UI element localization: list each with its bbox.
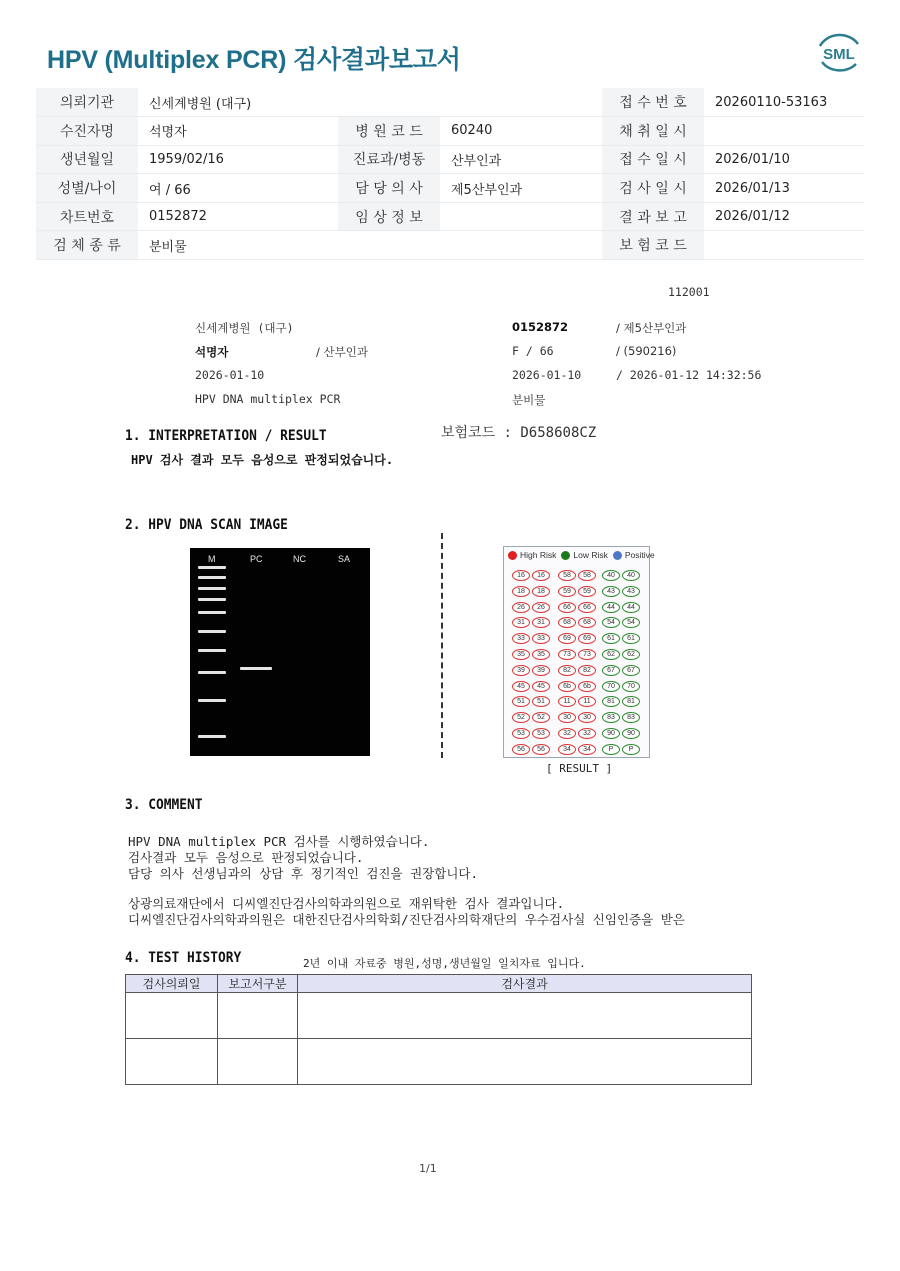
logo-text: SML <box>823 46 855 63</box>
hpv-type-cell: 32 <box>578 728 596 739</box>
hpv-type-cell: 31 <box>532 617 550 628</box>
positive-dot-icon <box>613 551 622 560</box>
hpv-type-cell: 33 <box>512 633 530 644</box>
gel-lane-label: PC <box>250 554 263 564</box>
hpv-type-cell: 56 <box>532 744 550 755</box>
history-cell <box>298 993 752 1039</box>
marker-band <box>198 611 226 614</box>
report-date-label: 결 과 보 고 <box>602 202 704 231</box>
legend-low: Low Risk <box>573 550 608 560</box>
marker-band <box>198 566 226 569</box>
patient-value: 석명자 <box>138 117 338 146</box>
gel-lane-label: NC <box>293 554 306 564</box>
insurance-value <box>704 231 864 260</box>
hpv-type-cell: 18 <box>532 586 550 597</box>
hpv-type-cell: 66 <box>578 602 596 613</box>
hpv-type-cell: 35 <box>512 649 530 660</box>
hpv-type-cell: 67 <box>622 665 640 676</box>
hpv-type-cell: 82 <box>558 665 576 676</box>
hpv-type-cell: 81 <box>622 696 640 707</box>
marker-band <box>198 576 226 579</box>
hpv-type-cell: 6b <box>558 681 576 692</box>
legend <box>508 550 655 560</box>
chart-no-value: 0152872 <box>138 202 338 231</box>
hospital-code-value: 60240 <box>440 117 602 146</box>
report-specimen: 분비물 <box>512 393 546 407</box>
hpv-type-cell: 58 <box>558 570 576 581</box>
hpv-type-cell: 70 <box>622 681 640 692</box>
client-label: 의뢰기관 <box>36 88 138 117</box>
hpv-type-cell: 61 <box>622 633 640 644</box>
hpv-type-cell: 31 <box>512 617 530 628</box>
hpv-type-cell: 58 <box>578 570 596 581</box>
hpv-type-cell: 82 <box>578 665 596 676</box>
interpretation-text: HPV 검사 결과 모두 음성으로 판정되었습니다. <box>131 453 394 467</box>
hpv-type-cell: 43 <box>602 586 620 597</box>
report-time: / 2026-01-12 14:32:56 <box>616 368 762 382</box>
doctor-label: 담 당 의 사 <box>338 174 440 203</box>
hpv-type-cell: 68 <box>578 617 596 628</box>
report-test-name: HPV DNA multiplex PCR <box>195 392 341 406</box>
report-doctor: / 제5산부인과 <box>616 321 687 335</box>
comment-line: 디씨엘진단검사의학과의원은 대한진단검사의학회/진단검사의학재단의 우수검사실 신임인증을 받은 <box>128 912 685 927</box>
hpv-type-cell: 59 <box>558 586 576 597</box>
hpv-type-cell: 35 <box>532 649 550 660</box>
info-row <box>36 174 864 203</box>
result-panel <box>503 546 655 758</box>
info-row <box>36 88 864 117</box>
marker-band <box>198 735 226 738</box>
receipt-date-label: 접 수 일 시 <box>602 145 704 174</box>
hpv-type-cell: 39 <box>532 665 550 676</box>
hpv-type-cell: 16 <box>512 570 530 581</box>
patient-label: 수진자명 <box>36 117 138 146</box>
hpv-type-cell: 44 <box>622 602 640 613</box>
hpv-type-cell: 81 <box>602 696 620 707</box>
hpv-type-cell: 73 <box>578 649 596 660</box>
test-date-label: 검 사 일 시 <box>602 174 704 203</box>
gel-lane-label: SA <box>338 554 351 564</box>
receipt-date-value: 2026/01/10 <box>704 145 864 174</box>
marker-band <box>198 671 226 674</box>
comment-line: 담당 의사 선생님과의 상담 후 정기적인 검진을 권장합니다. <box>128 866 479 881</box>
info-row <box>36 145 864 174</box>
collect-date-value <box>704 117 864 146</box>
hpv-type-cell: 59 <box>578 586 596 597</box>
chart-no-label: 차트번호 <box>36 202 138 231</box>
hpv-type-cell: 56 <box>512 744 530 755</box>
gel-image <box>190 548 370 756</box>
hpv-type-cell: 26 <box>512 602 530 613</box>
pc-band <box>240 667 272 670</box>
hpv-type-cell: 32 <box>558 728 576 739</box>
client-value: 신세계병원 (대구) <box>138 88 602 117</box>
info-row <box>36 117 864 146</box>
hpv-type-cell: 52 <box>532 712 550 723</box>
history-cell <box>298 1039 752 1085</box>
hpv-type-cell: 53 <box>512 728 530 739</box>
marker-band <box>198 699 226 702</box>
insurance-code: 보험코드 : D658608CZ <box>441 425 597 441</box>
hospital-code-label: 병 원 코 드 <box>338 117 440 146</box>
marker-band <box>198 598 226 601</box>
sex-age-label: 성별/나이 <box>36 174 138 203</box>
collect-date-label: 채 취 일 시 <box>602 117 704 146</box>
receipt-no-label: 접 수 번 호 <box>602 88 704 117</box>
hpv-type-cell: 62 <box>622 649 640 660</box>
sex-age-value: 여 / 66 <box>138 174 338 203</box>
report-patient: 석명자 <box>195 345 229 359</box>
hpv-type-cell: 40 <box>622 570 640 581</box>
history-cell <box>218 1039 298 1085</box>
receipt-no-value: 20260110-53163 <box>704 88 864 117</box>
report-hospital: 신세계병원 (대구) <box>195 321 294 335</box>
hpv-type-cell: 53 <box>532 728 550 739</box>
comment-line: HPV DNA multiplex PCR 검사를 시행하였습니다. <box>128 834 430 849</box>
comment-line: 상광의료재단에서 디씨엘진단검사의학과의원으로 재위탁한 검사 결과입니다. <box>128 896 565 911</box>
hpv-type-cell: 52 <box>512 712 530 723</box>
hpv-type-cell: 68 <box>558 617 576 628</box>
dob-value: 1959/02/16 <box>138 145 338 174</box>
hpv-type-cell: 83 <box>622 712 640 723</box>
hpv-type-cell: 44 <box>602 602 620 613</box>
hpv-type-cell: 11 <box>578 696 596 707</box>
hpv-type-cell: 62 <box>602 649 620 660</box>
hpv-type-cell: 30 <box>558 712 576 723</box>
doctor-value: 제5산부인과 <box>440 174 602 203</box>
hpv-type-cell: 6b <box>578 681 596 692</box>
insurance-label: 보 험 코 드 <box>602 231 704 260</box>
hpv-type-cell: 54 <box>622 617 640 628</box>
report-date-value: 2026/01/12 <box>704 202 864 231</box>
hpv-type-cell: 54 <box>602 617 620 628</box>
hpv-type-cell: 83 <box>602 712 620 723</box>
hpv-type-cell: P <box>622 744 640 755</box>
info-row <box>36 231 864 260</box>
result-caption: [ RESULT ] <box>546 762 613 775</box>
hpv-type-cell: 33 <box>532 633 550 644</box>
patient-info-table <box>36 88 864 260</box>
hpv-type-cell: 61 <box>602 633 620 644</box>
hpv-type-cell: 16 <box>532 570 550 581</box>
page-number: 1/1 <box>419 1162 437 1175</box>
dept-label: 진료과/병동 <box>338 145 440 174</box>
dept-value: 산부인과 <box>440 145 602 174</box>
history-row <box>126 1039 752 1085</box>
hpv-type-cell: 69 <box>558 633 576 644</box>
test-date-value: 2026/01/13 <box>704 174 864 203</box>
hpv-type-cell: 69 <box>578 633 596 644</box>
section1-title: 1. INTERPRETATION / RESULT <box>125 428 327 444</box>
dob-label: 생년월일 <box>36 145 138 174</box>
clinical-label: 임 상 정 보 <box>338 202 440 231</box>
info-row <box>36 202 864 231</box>
hpv-type-cell: 34 <box>558 744 576 755</box>
hpv-type-cell: 70 <box>602 681 620 692</box>
hpv-type-cell: 18 <box>512 586 530 597</box>
hpv-type-cell: 66 <box>558 602 576 613</box>
clinical-value <box>440 202 602 231</box>
hpv-type-cell: 45 <box>512 681 530 692</box>
report-title: HPV (Multiplex PCR) 검사결과보고서 <box>47 46 461 74</box>
report-chart-no: 0152872 <box>512 320 569 334</box>
low-risk-dot-icon <box>561 551 570 560</box>
section3-title: 3. COMMENT <box>125 797 203 813</box>
hpv-type-cell: 51 <box>532 696 550 707</box>
hpv-type-cell: 90 <box>602 728 620 739</box>
hpv-type-cell: 73 <box>558 649 576 660</box>
marker-band <box>198 630 226 633</box>
legend-pos: Positive <box>624 550 655 560</box>
report-id: 112001 <box>668 285 710 299</box>
report-dept: / 산부인과 <box>316 345 368 359</box>
report-code: / (590216) <box>616 344 677 358</box>
marker-band <box>198 649 226 652</box>
sml-logo-icon <box>814 30 864 76</box>
history-table <box>125 974 752 1085</box>
history-row <box>126 993 752 1039</box>
hpv-type-cell: P <box>602 744 620 755</box>
hpv-type-cell: 51 <box>512 696 530 707</box>
report-date2: 2026-01-10 <box>512 368 582 382</box>
hpv-type-cell: 30 <box>578 712 596 723</box>
history-cell <box>126 1039 218 1085</box>
history-col-result: 검사결과 <box>298 975 752 993</box>
legend-high: High Risk <box>520 550 557 560</box>
history-col-type: 보고서구분 <box>218 975 298 993</box>
history-note: 2년 이내 자료중 병원,성명,생년월일 일치자료 입니다. <box>303 957 586 970</box>
hpv-type-cell: 40 <box>602 570 620 581</box>
dashed-divider <box>441 533 443 758</box>
report-date1: 2026-01-10 <box>195 368 265 382</box>
hpv-type-cell: 26 <box>532 602 550 613</box>
section4-title: 4. TEST HISTORY <box>125 950 242 966</box>
hpv-type-cell: 34 <box>578 744 596 755</box>
specimen-label: 검 체 종 류 <box>36 231 138 260</box>
high-risk-dot-icon <box>508 551 517 560</box>
hpv-type-cell: 45 <box>532 681 550 692</box>
hpv-type-cell: 67 <box>602 665 620 676</box>
hpv-type-cell: 39 <box>512 665 530 676</box>
specimen-value: 분비물 <box>138 231 602 260</box>
history-cell <box>218 993 298 1039</box>
history-header-row <box>126 975 752 993</box>
hpv-type-cell: 43 <box>622 586 640 597</box>
comment-line: 검사결과 모두 음성으로 판정되었습니다. <box>128 850 364 865</box>
hpv-type-cell: 11 <box>558 696 576 707</box>
report-sex-age: F / 66 <box>512 344 554 358</box>
hpv-type-cell: 90 <box>622 728 640 739</box>
history-cell <box>126 993 218 1039</box>
history-col-date: 검사의뢰일 <box>126 975 218 993</box>
gel-lane-label: M <box>208 554 216 564</box>
marker-band <box>198 587 226 590</box>
section2-title: 2. HPV DNA SCAN IMAGE <box>125 517 288 533</box>
